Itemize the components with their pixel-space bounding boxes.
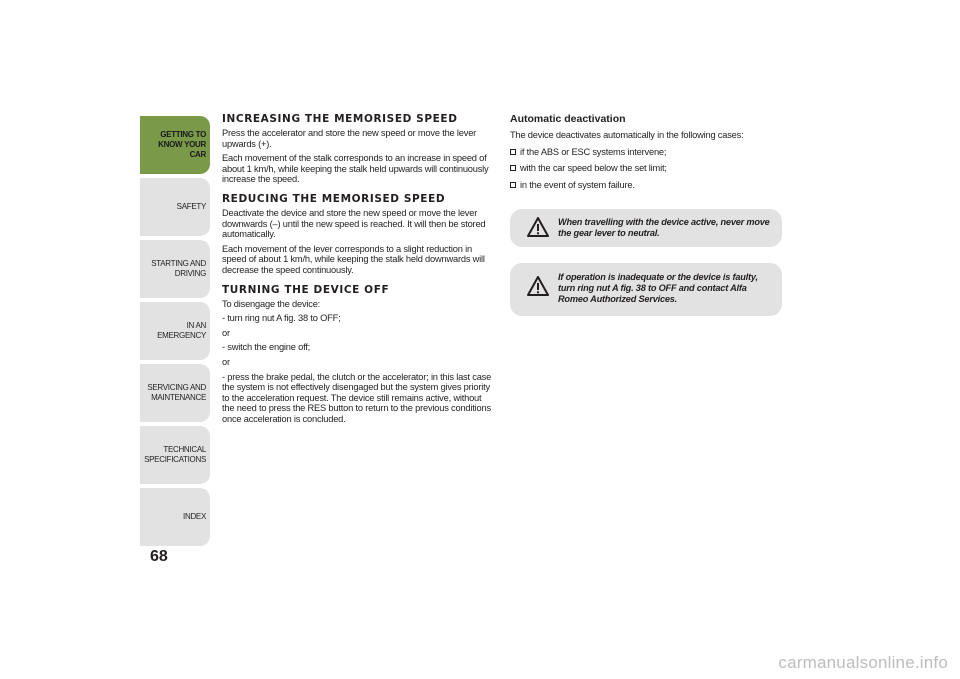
tab-technical-specifications[interactable]: TECHNICAL SPECIFICATIONS [140, 426, 210, 484]
warning-triangle-icon [518, 272, 558, 296]
checkbox-bullet-icon [510, 149, 516, 155]
tab-getting-to-know-your-car[interactable]: GETTING TO KNOW YOUR CAR [140, 116, 210, 174]
list-item [510, 147, 782, 158]
paragraph: Each movement of the stalk corresponds to an increase in speed of about 1 km/h, while keeping the stalk held upwards will continuously increase the speed. [222, 153, 489, 185]
paragraph: - press the brake pedal, the clutch or the accelerator; in this last case the system is not effectively disengaged but the system gives priority to the acceleration request. The device still remains active, without the need to press the RES button to return to the previous conditions once acceleration is concluded. [222, 371, 492, 424]
paragraph: - switch the engine off; [222, 342, 311, 353]
tab-servicing-and-maintenance[interactable]: SERVICING AND MAINTENANCE [140, 364, 210, 422]
watermark: carmanualsonline.info [778, 653, 948, 672]
list-item-text: in the event of system failure. [520, 179, 635, 190]
checkbox-bullet-icon [510, 182, 516, 188]
paragraph: To disengage the device: [222, 298, 321, 309]
paragraph: Each movement of the lever corresponds to a slight reduction in speed of about 1 km/h, while keeping the stalk held downwards will decrease the speed continuously. [222, 243, 485, 275]
warning-box-neutral [510, 209, 782, 247]
paragraph: Deactivate the device and store the new speed or move the lever downwards (–) until the new speed is reached. It will then be stored automatically. [222, 207, 486, 240]
warning-triangle-icon [518, 217, 558, 237]
tab-in-an-emergency[interactable]: IN AN EMERGENCY [140, 302, 210, 360]
tab-starting-and-driving[interactable]: STARTING AND DRIVING [140, 240, 210, 298]
warning-text: When travelling with the device active, never move the gear lever to neutral. [558, 217, 770, 238]
page-number: 68 [150, 548, 168, 565]
heading-automatic-deactivation: Automatic deactivation [510, 113, 626, 125]
warning-text: If operation is inadequate or the device is faulty, turn ring nut A fig. 38 to OFF and contact Alfa Romeo Authorized Services. [558, 272, 758, 304]
checkbox-bullet-icon [510, 165, 516, 171]
list-item [510, 180, 782, 191]
tab-index[interactable]: INDEX [140, 488, 210, 546]
paragraph: or [222, 356, 230, 367]
heading-increasing-speed: INCREASING THE MEMORISED SPEED [222, 113, 458, 125]
heading-reducing-speed: REDUCING THE MEMORISED SPEED [222, 192, 446, 205]
paragraph: Press the accelerator and store the new speed or move the lever upwards (+). [222, 128, 477, 149]
right-column [510, 113, 782, 196]
list-item-text: with the car speed below the set limit; [520, 163, 667, 174]
paragraph: - turn ring nut A fig. 38 to OFF; [222, 313, 341, 324]
paragraph: The device deactivates automatically in the following cases: [510, 130, 744, 140]
heading-turning-device-off: TURNING THE DEVICE OFF [222, 283, 390, 296]
list-item-text: if the ABS or ESC systems intervene; [520, 146, 667, 157]
list-item [510, 163, 782, 174]
warning-box-fault [510, 263, 782, 316]
paragraph: or [222, 327, 230, 338]
tab-safety[interactable]: SAFETY [140, 178, 210, 236]
left-column [222, 113, 494, 428]
